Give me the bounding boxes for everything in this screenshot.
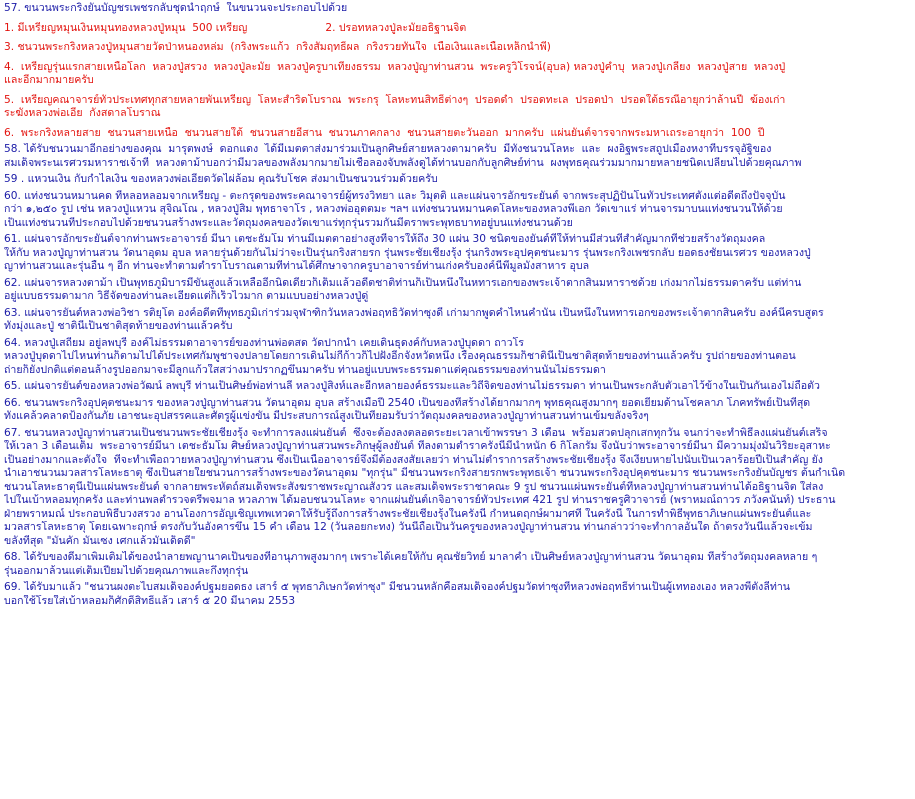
item-58-cont: สมเด็จพระนเรศวรมหาราชเจ้าที่ หลวงตาม้าบอกว่ามีมวลของพลังมากมายไม่เชื่อลองจับพลังดูได้ท่านบอกกับลูกศิษย์ท่าน ผงพุทธคุณร่วมมากมายหลายชนิดเปลี่ยนไปด้วยคุณภาพ [4, 156, 802, 169]
item-67-cont-2: เป็นอย่างมากและตั้งใจ ที่จะทำเพื่อถวายหลวงปู่ญาท่านสวน ซึ่งเป็นเนื้ออาจารย์จึงมีต้องสงสัยเลยว่า ท่านไม่ตำราการสร้างพระชัยเชียงรุ้ง จึงเงียบหายไปนับเป็นเวลาร้อยปีเป็นสำคัญ ยัง [4, 453, 823, 466]
item-59: 59 . แหวนเงิน กับกำไลเงิน ของหลวงพ่อเอียดวัดไผ่ล้อม คุณรับโชค ส่งมาเป็นชนวนร่วมด้วยครับ [4, 173, 438, 185]
item-58: 58. ได้รับชนวนมาอีกอย่างของคุณ มารุตพงษ์ ดอกแดง ได้มีเมตตาส่งมาร่วมเป็นลูกศิษย์สายหลวงตามาครับ มีทั้งชนวนโลหะ และ ผงอิฐพระสถูปเมืองหงาที่บรรจุอัฐิของ [4, 143, 772, 155]
item-61-cont-1: ให้กับ หลวงปู่ญาท่านสวน วัดนาอุดม อุบล หลายรุ่นด้วยกันไม่ว่าจะเป็นรุ่นกริ่งสายรก รุ่นพระชัยเชียงรุ้ง รุ่นกริ่งพระอุปคุตชนะมาร รุ่นพระกริ่งเพชรกลับ ยอดธงชัยนเรศวร ของหลวงปู่ [4, 246, 811, 259]
item-61-cont-2: ญาท่านสวนและรุ่นอื่น ๆ อีก ท่านจะทำตามตำราโบราณตามที่ท่านได้ศึกษาจากครูบาอาจารย์ท่านเก่งครับองค์นี้พี่มูลมังสาหาร อุบล [4, 260, 590, 272]
item-67-cont-4: ชนวนโลหะธาตุนี้เป็นแผ่นพระยันต์ จากลายพระหัตถ์สมเด็จพระสังฆราชพระญาณสังวร และสมเด็จพระราชาคณะ 9 รูป ชนวนแผ่นพระยันต์ที่หลวงปู่ญาท่านสวนท่านได้อธิฐานจิต ใส่ลง [4, 480, 824, 493]
item-69: 69. ได้รับมาแล้ว "ชนวนผงตะไบสมเด็จองค์ปฐมยอดธง เสาร์ ๕ พุทธาภิเษกวัดท่าซุง" มีชนวนหลักคือสมเด็จองค์ปฐมวัดท่าซุงที่หลวงพ่อฤทธิ์ท่านเป็นผู้เททองเอง หลวงพี่ตั้งลี้ท่าน [4, 581, 791, 593]
item-57-5-cont: ระฆังหลวงพ่อเอีย กังสดาลโบราณ [4, 107, 161, 119]
item-66-cont: ทั้งแคล้วคลาดป้องกันภัย เอาชนะอุปสรรคและศัตรูผู้แข่งขัน มีประสบการณ์สูงเป็นที่ยอมรับว่าวัตถุมงคลของหลวงปู่ญาท่านสวนท่านเข้มขลังจริงๆ [4, 410, 649, 422]
item-57-1: 1. มีเหรียญหมุนเงินหมุนทองหลวงปู่หมุน 500 เหรียญ [4, 21, 248, 34]
item-60-cont-2: เป็นแท่งชนวนที่ประกอบไปด้วยชนวนสร้างพระและวัตถุมงคลของวัดเขาแร่ทุกรุ่นรวมกันมีตราพระพุทธบาทอยู่บนแท่งชนวนด้วย [4, 216, 573, 229]
item-64-cont-1: หลวงปู่บุดดาไปไหนท่านก็ตามไปได้ประเทศกัมพูชาจงปลายโดยการเดินไม่กี่ก้าวก็ไปฝั่งอีกจังหวัดหนึ่ง เรื่องคุณธรรมก็ชาตินี้เป็นชาติสุดท้ายของท่านแล้วครับ รูปถ่ายของท่านตอน [4, 350, 796, 362]
item-60-cont-1: กว่า ๑,๒๕๐ รูป เช่น หลวงปู่แหวน สุจิณโณ , หลวงปู่สิม พุทธาจาโร , หลวงพ่ออุตตมะ ฯลฯ แท่งชนวนหมานคดโลหะของหลวงพี่เอก วัดเขาแร่ ท่านจารมาบนแท่งชนวนให้ด้วย [4, 203, 783, 215]
item-64: 64. หลวงปู่เสถียม อยู่ลพบุรี องค์ไม่ธรรมดาอาจารย์ของท่านพ่อตสด วัดปากน้ำ เคยเดินธุดงค์กับหลวงปู่บุดดา ถาวโร [4, 336, 524, 349]
item-67-cont-8: ขลังที่สุด "มันคัก มันเซง เศกแล้วมันเด็ดดี" [4, 534, 196, 547]
item-67-cont-1: ให้เวลา 3 เดือนเต็ม พระอาจารย์มีนา เตชะธัมโม ศิษย์หลวงปู่ญาท่านสวนพระภิกษุผู้ลงยันต์ ที่ลงตามตำราครั้งนี้มีน้ำหนัก 6 กิโลกรัม จึงนับว่าพระอาจารย์มีนา มีความมุ่งมั่นวิริยะอุสาหะ [4, 440, 831, 452]
item-60: 60. แท่งชนวนหมานคด ที่หลอหลอมจากเหรียญ - ตะกรุดของพระคณาจารย์ผู้ทรงวิทยา และ วิมุตติ และแผ่นจารอักขระยันต์ จากพระสุปฏิปันโนทั่วประเทศตั้งแต่อดีตถึงปัจจุบัน [4, 189, 786, 202]
item-57-1-and-2 [4, 22, 910, 36]
item-67-cont-6: ฝ่ายพราหมณ์ ประกอบพิธีบวงสรวง อานโองการอัญเชิญเทพเทวดาให้รับรู้ถึงการสร้างพระชัยเชียงรุ้งในครั้งนี้ กำหนดฤกษ์ผามาศที่ ในครั้งนี้ ในการทำพิธีพุทธาภิเษกแผ่นพระยันต์และ [4, 507, 812, 520]
item-66: 66. ชนวนพระกริ่งอุปคุตชนะมาร ของหลวงปู่ญาท่านสวน วัดนาอุดม อุบล สร้างเมื่อปี 2540 เป็นของที่สร้างได้ยากมากๆ พุทธคุณสูงมากๆ ยอดเยี่ยมด้านโชคลาภ โภคทรัพย์เป็นที่สุด [4, 396, 811, 409]
item-67-cont-7: มวลสารโลหะธาตุ โดยเฉพาะฤกษ์ ตรงกับวันอังคารขึ้น 15 ค่ำ เดือน 12 (วันลอยกะทง) วันนี้ถือเป็นวันครูของหลวงปู่ญาท่านสวน ท่านกล่าวว่าจะทำกาลอันใด ถ้าตรงวันนี้แล้วจะเข้ม [4, 521, 813, 533]
item-61: 61. แผ่นจารอักขระยันต์จากท่านพระอาจารย์ มีนา เตชะธัมโม ท่านมีเมตตาอย่างสูงที่จารให้ถึง 30 แผ่น 30 ชนิดของยันต์ที่ให้ท่านมีส่วนที่สำคัญมากที่ช่วยสร้างวัตถุมงคล [4, 233, 766, 245]
item-62: 62. แผ่นจารหลวงตาม้า เป็นพุทธภูมิบารมีขั้นสูงแล้วเหลืออีกนิดเดียวก็เต็มแล้วอดีตชาติท่านก็เป็นหนึ่งในหทารเอกของพระเจ้าตากสินมหาราชด้วย เก่งมากไม่ธรรมดาครับ แต่ท่าน [4, 276, 802, 289]
item-69-cont: บอกใช้โรยใส่เบ้าหลอมก็ศักดิ์สิทธิ์แล้ว เสาร์ ๕ 20 มีนาคม 2553 [4, 594, 296, 607]
item-57-6: 6. พระกริ่งหลายสาย ชนวนสายเหนือ ชนวนสายใต้ ชนวนสายอีสาน ชนวนภาคกลาง ชนวนสายตะวันออก มากครับ แผ่นยันต์จารจากพระมหาเถระอายุกว่า 100 ปี [4, 126, 765, 139]
item-57-4: 4. เหรียญรุ่นแรกสายเหนือโลก หลวงปู่สรวง หลวงปู่ละมัย หลวงปู่ครูบาเที่ยงธรรม หลวงปู่ญาท่านสวน พระครูวิโรจน์(อุบล) หลวงปู่คำบุ หลวงปู่เกลี้ยง หลวงปู่สาย หลวงปู่ [4, 60, 786, 73]
item-68: 68. ได้รับของดีมาเพิ่มเติมได้ของน้ำลายพญานาคเป็นของที่อานุภาพสูงมากๆ เพราะได้เคยให้กับ คุณชัยวิทย์ มาลาคำ เป็นศิษย์หลวงปู่ญาท่านสวน วัดนาอุดม ที่สร้างวัตถุมงคลหลาย ๆ [4, 551, 818, 563]
item-57-heading: 57. ขนวนพระกริ่งยันบัญชรเพชรกลับชุดนำฤกษ์ ในขนวนจะประกอบไปด้วย [4, 2, 348, 14]
item-64-cont-2: ถ่ายก็ยังปกติแต่ตอนล้างรูปออกมาจะมีลูกแก้วใสสว่างมาปรากฏขึ้นมาครับ ท่านอยู่แบบพระธรรมดาแต่คุณธรรมของท่านนั้นไม่ธรรมดา [4, 363, 606, 376]
item-57-2: 2. ปรอทหลวงปู่ละมัยอธิฐานจิต [325, 21, 467, 34]
item-65: 65. แผ่นจารยันต์ของหลวงพ่อวัฒน์ ลพบุรี ท่านเป็นศิษย์พ่อท่านลี หลวงปู่สิงห์และอีกหลายองค์ธรรมะและวิถีจิตของท่านไม่ธรรมดา ท่านเป็นพระกลับตัวเอาไว้ข้างในเป็นกันเองไม่ถือตัว [4, 380, 820, 392]
item-67: 67. ชนวนหลวงปู่ญาท่านสวนเป็นชนวนพระชัยเชียงรุ้ง จะทำการลงแผ่นยันต์ ซึ่งจะต้องลงตลอดระยะเวลาเข้าพรรษา 3 เดือน พร้อมสวดปลุกเสกทุกวัน จนกว่าจะทำพิธีลงแผ่นยันต์เสร็จ [4, 426, 828, 439]
item-68-cont: รุ่นออกมาล้วนแต่เต็มเปี่ยมไปด้วยคุณภาพและกึ่งทุกรุ่น [4, 564, 249, 577]
item-63-cont: ทั้งมุ่งและปู่ ชาตินี้เป็นชาติสุดท้ายของท่านแล้วครับ [4, 320, 233, 332]
item-67-cont-5: ไปในเบ้าหลอมทุกครั้ง และท่านพลตำรวจตรีพจมาล หวลภาพ ได้มอบชนวนโลหะ จากแผ่นยันต์เกจิอาจารย์ทั่วประเทศ 421 รูป ท่านราชครูศิวาจารย์ (พราหมณ์ถาวร ภวังคนันท์) ประธาน [4, 494, 836, 506]
item-57-4-cont: และอีกมากมายครับ [4, 74, 94, 86]
item-57-5: 5. เหรียญคณาจารย์ทั่วประเทศทุกสายหลายพันเหรียญ โลหะสำริดโบราณ พระกรุ โลหะทนสิทธิ์ต่างๆ ปรอดดำ ปรอดทะเล ปรอดป่า ปรอดใต้ธรณีอายุกว่าล้านปี ฆ้องเก่า [4, 93, 786, 106]
item-67-cont-3: นำเอาชนวนมวลสารโลหะธาตุ ซึ่งเป็นสายใยชนวนการสร้างพระของวัดนาอุดม "ทุกรุ่น" มีชนวนพระกริ่งสายรกพระพุทธเจ้า ชนวนพระกริ่งอุปคุตชนะมาร ชนวนพระกริ่งยันบัญชร ต้นกำเนิด [4, 467, 846, 479]
item-63: 63. แผ่นจารยันต์หลวงพ่อวิชา รติยุโต องค์อดีตที่พุทธภูมิเก่าร่วมจุฬาฑิกวันหลวงพ่อฤทธิวัดท่าซุงดี เก่ามากพูดคำไหนคำนั้น เป็นหนึ่งในหทารเอกของพระเจ้าตากสินครับ องค์นี้ครบสูตร [4, 306, 824, 319]
item-57-3: 3. ชนวนพระกริ่งหลวงปู่หมุนสายวัดป่าหนองหล่ม (กริ่งพระแก้ว กริ่งสัมฤทธิ์ผล กริ่งรวยทันใจ เนื้อเงินและเนื้อเหล็กน้ำพี้) [4, 41, 551, 53]
item-62-cont: อยู่แบบธรรมดามาก วิธีจัดของท่านละเอียดแต่ก็เร็วไวมาก ตามแบบอย่างหลวงปู่ดู่ [4, 290, 369, 302]
